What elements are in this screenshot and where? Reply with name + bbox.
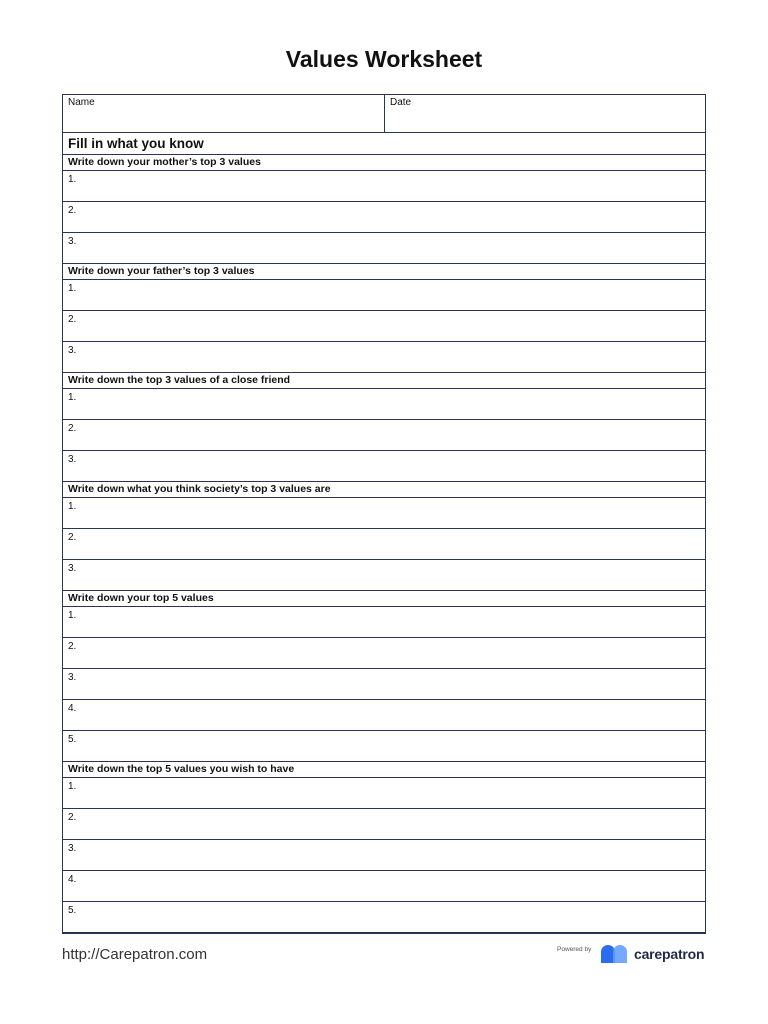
answer-line[interactable] (63, 233, 705, 264)
question-group (63, 373, 705, 482)
answer-line[interactable] (63, 529, 705, 560)
answer-line[interactable] (63, 731, 705, 762)
answer-number: 2. (68, 205, 77, 216)
question-label: Write down the top 3 values of a close friend (63, 373, 705, 389)
question-label: Write down your mother’s top 3 values (63, 155, 705, 171)
question-group (63, 155, 705, 264)
answer-number: 2. (68, 532, 77, 543)
answer-number: 3. (68, 345, 77, 356)
answer-line[interactable] (63, 389, 705, 420)
carepatron-logo (599, 943, 704, 965)
answer-number: 3. (68, 563, 77, 574)
name-label: Name (68, 97, 95, 108)
answer-number: 1. (68, 610, 77, 621)
powered-by-text: Powered by (557, 946, 592, 953)
answer-line[interactable] (63, 420, 705, 451)
question-group (63, 762, 705, 933)
answer-line[interactable] (63, 809, 705, 840)
answer-number: 2. (68, 641, 77, 652)
question-label: Write down the top 5 values you wish to have (63, 762, 705, 778)
answer-number: 2. (68, 812, 77, 823)
date-label: Date (390, 97, 412, 108)
footer-link[interactable]: http://Carepatron.com (62, 946, 208, 963)
answer-line[interactable] (63, 778, 705, 809)
answer-line[interactable] (63, 451, 705, 482)
answer-number: 1. (68, 781, 77, 792)
answer-line[interactable] (63, 840, 705, 871)
page-title: Values Worksheet (285, 46, 483, 72)
question-label: Write down your father’s top 3 values (63, 264, 705, 280)
question-label: Write down what you think society’s top 3 values are (63, 482, 705, 498)
answer-number: 1. (68, 501, 77, 512)
answer-number: 3. (68, 454, 77, 465)
answer-line[interactable] (63, 311, 705, 342)
answer-number: 1. (68, 174, 77, 185)
answer-line[interactable] (63, 280, 705, 311)
answer-line[interactable] (63, 202, 705, 233)
answer-line[interactable] (63, 669, 705, 700)
section-title: Fill in what you know (63, 133, 705, 155)
answer-number: 5. (68, 734, 77, 745)
answer-number: 4. (68, 874, 77, 885)
answer-line[interactable] (63, 700, 705, 731)
answer-line[interactable] (63, 171, 705, 202)
question-groups (63, 155, 705, 933)
question-label: Write down your top 5 values (63, 591, 705, 607)
answer-line[interactable] (63, 607, 705, 638)
worksheet-form (62, 94, 706, 934)
answer-line[interactable] (63, 871, 705, 902)
answer-number: 3. (68, 843, 77, 854)
brand-name: carepatron (634, 946, 705, 962)
question-group (63, 591, 705, 762)
answer-number: 3. (68, 236, 77, 247)
answer-number: 2. (68, 423, 77, 434)
answer-number: 1. (68, 392, 77, 403)
name-field[interactable] (63, 95, 385, 132)
answer-line[interactable] (63, 902, 705, 933)
answer-line[interactable] (63, 342, 705, 373)
answer-number: 4. (68, 703, 77, 714)
header-row (63, 95, 705, 133)
answer-line[interactable] (63, 560, 705, 591)
question-group (63, 482, 705, 591)
answer-number: 1. (68, 283, 77, 294)
carepatron-logo-icon (599, 943, 632, 965)
answer-line[interactable] (63, 638, 705, 669)
answer-number: 2. (68, 314, 77, 325)
answer-number: 5. (68, 905, 77, 916)
answer-line[interactable] (63, 498, 705, 529)
answer-number: 3. (68, 672, 77, 683)
date-field[interactable] (385, 95, 705, 132)
question-group (63, 264, 705, 373)
